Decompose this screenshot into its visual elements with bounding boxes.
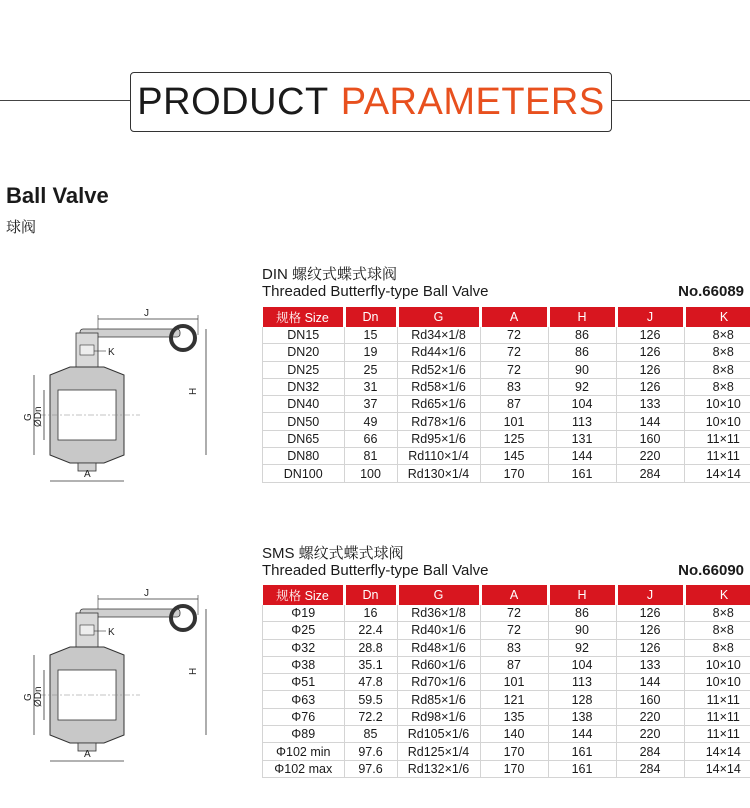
table-cell: DN15 xyxy=(263,327,345,344)
table-cell: 128 xyxy=(548,691,616,708)
table-row xyxy=(263,378,750,395)
column-header: H xyxy=(548,307,616,327)
table-cell: Rd44×1/6 xyxy=(397,344,480,361)
table-cell: 144 xyxy=(548,726,616,743)
table-cell: 14×14 xyxy=(684,465,750,482)
table-cell: 8×8 xyxy=(684,639,750,656)
dimension-label-g: G xyxy=(23,693,34,701)
table-cell: 92 xyxy=(548,639,616,656)
section-1-label-en: Threaded Butterfly-type Ball Valve xyxy=(262,283,489,300)
table-row xyxy=(263,448,750,465)
table-cell: 8×8 xyxy=(684,361,750,378)
table-cell: 87 xyxy=(480,656,548,673)
table-cell: 83 xyxy=(480,639,548,656)
table-cell: Rd40×1/6 xyxy=(397,622,480,639)
table-cell: 22.4 xyxy=(344,622,397,639)
table-cell: 11×11 xyxy=(684,691,750,708)
column-header: H xyxy=(548,585,616,605)
table-cell: 161 xyxy=(548,760,616,777)
table-cell: 126 xyxy=(616,361,684,378)
table-cell: Φ102 min xyxy=(263,743,345,760)
table-cell: 144 xyxy=(616,674,684,691)
table-cell: Rd95×1/6 xyxy=(397,430,480,447)
table-row xyxy=(263,691,750,708)
table-cell: 126 xyxy=(616,344,684,361)
table-cell: 161 xyxy=(548,465,616,482)
table-cell: 220 xyxy=(616,448,684,465)
table-cell: 8×8 xyxy=(684,378,750,395)
table-cell: 170 xyxy=(480,465,548,482)
table-cell: 72 xyxy=(480,622,548,639)
table-cell: 170 xyxy=(480,760,548,777)
column-header: J xyxy=(616,585,684,605)
banner-rule-right xyxy=(612,100,750,101)
table-cell: 131 xyxy=(548,430,616,447)
section-1-table xyxy=(262,307,750,483)
table-row xyxy=(263,361,750,378)
table-cell: Φ89 xyxy=(263,726,345,743)
table-row xyxy=(263,465,750,482)
column-header: G xyxy=(397,307,480,327)
table-cell: 10×10 xyxy=(684,656,750,673)
table-cell: 83 xyxy=(480,378,548,395)
dimension-label-dn: ØDn xyxy=(33,686,44,707)
table-cell: 8×8 xyxy=(684,344,750,361)
table-row xyxy=(263,656,750,673)
table-cell: Rd52×1/6 xyxy=(397,361,480,378)
stem-square xyxy=(80,625,94,635)
table-cell: 72 xyxy=(480,327,548,344)
table-cell: 8×8 xyxy=(684,327,750,344)
table-cell: 25 xyxy=(344,361,397,378)
table-cell: Φ63 xyxy=(263,691,345,708)
table-cell: 220 xyxy=(616,726,684,743)
table-row xyxy=(263,344,750,361)
table-cell: 101 xyxy=(480,413,548,430)
category-subtitle: 球阀 xyxy=(6,219,37,236)
table-cell: 138 xyxy=(548,708,616,725)
table-cell: Φ19 xyxy=(263,605,345,622)
table-row xyxy=(263,708,750,725)
table-cell: Φ32 xyxy=(263,639,345,656)
table-cell: Φ25 xyxy=(263,622,345,639)
table-cell: 47.8 xyxy=(344,674,397,691)
table-cell: 144 xyxy=(548,448,616,465)
table-row xyxy=(263,605,750,622)
table-cell: Rd58×1/6 xyxy=(397,378,480,395)
table-row xyxy=(263,743,750,760)
table-cell: 28.8 xyxy=(344,639,397,656)
table-cell: DN32 xyxy=(263,378,345,395)
table-cell: Rd70×1/6 xyxy=(397,674,480,691)
table-cell: 90 xyxy=(548,361,616,378)
dimension-label-k: K xyxy=(108,347,115,358)
table-cell: 11×11 xyxy=(684,708,750,725)
dimension-label-dn: ØDn xyxy=(33,406,44,427)
section-1-model-no: No.66089 xyxy=(678,283,744,300)
table-cell: 87 xyxy=(480,396,548,413)
column-header: 规格 Size xyxy=(263,307,345,327)
table-cell: Rd36×1/8 xyxy=(397,605,480,622)
section-2-table xyxy=(262,585,750,778)
table-cell: 97.6 xyxy=(344,760,397,777)
dimension-label-a: A xyxy=(84,469,91,480)
column-header: Dn xyxy=(344,307,397,327)
table-row xyxy=(263,639,750,656)
table-cell: 11×11 xyxy=(684,448,750,465)
dimension-label-g: G xyxy=(23,413,34,421)
table-cell: 92 xyxy=(548,378,616,395)
table-cell: 66 xyxy=(344,430,397,447)
section-2-label-en: Threaded Butterfly-type Ball Valve xyxy=(262,562,489,579)
table-cell: Φ51 xyxy=(263,674,345,691)
banner-rule-left xyxy=(0,100,130,101)
table-cell: 126 xyxy=(616,622,684,639)
table-cell: 59.5 xyxy=(344,691,397,708)
table-cell: 86 xyxy=(548,327,616,344)
table-cell: 86 xyxy=(548,344,616,361)
valve-drawing-din xyxy=(20,305,220,490)
table-cell: Rd85×1/6 xyxy=(397,691,480,708)
table-row xyxy=(263,726,750,743)
table-cell: 126 xyxy=(616,327,684,344)
table-cell: DN20 xyxy=(263,344,345,361)
table-row xyxy=(263,396,750,413)
table-cell: 72 xyxy=(480,344,548,361)
table-cell: Rd65×1/6 xyxy=(397,396,480,413)
section-1-label-cn: DIN 螺纹式蝶式球阀 xyxy=(262,266,398,283)
table-cell: 104 xyxy=(548,656,616,673)
column-header: G xyxy=(397,585,480,605)
table-cell: 81 xyxy=(344,448,397,465)
table-cell: 10×10 xyxy=(684,396,750,413)
valve-drawing-sms xyxy=(20,585,220,770)
table-cell: 160 xyxy=(616,430,684,447)
table-cell: Rd48×1/6 xyxy=(397,639,480,656)
table-cell: 170 xyxy=(480,743,548,760)
table-row xyxy=(263,674,750,691)
dimension-label-h: H xyxy=(188,667,199,675)
table-cell: DN50 xyxy=(263,413,345,430)
table-cell: 14×14 xyxy=(684,760,750,777)
table-cell: 19 xyxy=(344,344,397,361)
banner-word-1: PRODUCT xyxy=(137,80,329,123)
table-cell: 8×8 xyxy=(684,605,750,622)
table-cell: 14×14 xyxy=(684,743,750,760)
table-cell: 121 xyxy=(480,691,548,708)
table-cell: 140 xyxy=(480,726,548,743)
table-cell: DN25 xyxy=(263,361,345,378)
table-cell: 133 xyxy=(616,656,684,673)
table-cell: DN65 xyxy=(263,430,345,447)
column-header: J xyxy=(616,307,684,327)
table-cell: 11×11 xyxy=(684,726,750,743)
table-cell: DN80 xyxy=(263,448,345,465)
column-header: K xyxy=(684,307,750,327)
table-cell: 113 xyxy=(548,674,616,691)
table-cell: 31 xyxy=(344,378,397,395)
table-cell: Rd125×1/4 xyxy=(397,743,480,760)
table-cell: 145 xyxy=(480,448,548,465)
table-cell: 126 xyxy=(616,378,684,395)
page-banner xyxy=(130,72,612,132)
table-cell: 126 xyxy=(616,639,684,656)
table-cell: Rd105×1/6 xyxy=(397,726,480,743)
table-cell: 72 xyxy=(480,361,548,378)
table-cell: 101 xyxy=(480,674,548,691)
dimension-label-a: A xyxy=(84,749,91,760)
table-cell: DN40 xyxy=(263,396,345,413)
table-cell: 85 xyxy=(344,726,397,743)
column-header: Dn xyxy=(344,585,397,605)
table-cell: 284 xyxy=(616,465,684,482)
dimension-label-j: J xyxy=(144,588,149,599)
table-cell: Φ76 xyxy=(263,708,345,725)
table-row xyxy=(263,413,750,430)
table-cell: Rd130×1/4 xyxy=(397,465,480,482)
table-cell: 90 xyxy=(548,622,616,639)
table-cell: Φ38 xyxy=(263,656,345,673)
column-header: A xyxy=(480,307,548,327)
stem-square xyxy=(80,345,94,355)
table-cell: Rd98×1/6 xyxy=(397,708,480,725)
table-cell: 10×10 xyxy=(684,674,750,691)
table-cell: Rd110×1/4 xyxy=(397,448,480,465)
table-cell: Rd132×1/6 xyxy=(397,760,480,777)
handle-ring xyxy=(171,326,195,350)
table-cell: 72.2 xyxy=(344,708,397,725)
table-cell: 49 xyxy=(344,413,397,430)
table-cell: 10×10 xyxy=(684,413,750,430)
table-cell: 16 xyxy=(344,605,397,622)
table-cell: 135 xyxy=(480,708,548,725)
table-cell: Φ102 max xyxy=(263,760,345,777)
column-header: 规格 Size xyxy=(263,585,345,605)
table-cell: 97.6 xyxy=(344,743,397,760)
table-cell: DN100 xyxy=(263,465,345,482)
table-cell: Rd34×1/8 xyxy=(397,327,480,344)
table-cell: Rd60×1/6 xyxy=(397,656,480,673)
table-cell: 37 xyxy=(344,396,397,413)
category-title: Ball Valve xyxy=(6,183,109,208)
table-row xyxy=(263,760,750,777)
table-cell: 126 xyxy=(616,605,684,622)
table-cell: 284 xyxy=(616,760,684,777)
table-cell: 220 xyxy=(616,708,684,725)
table-cell: 72 xyxy=(480,605,548,622)
table-cell: 144 xyxy=(616,413,684,430)
dimension-label-k: K xyxy=(108,627,115,638)
table-cell: 104 xyxy=(548,396,616,413)
dimension-label-j: J xyxy=(144,308,149,319)
dimension-label-h: H xyxy=(188,387,199,395)
table-cell: 160 xyxy=(616,691,684,708)
table-cell: 11×11 xyxy=(684,430,750,447)
table-cell: 35.1 xyxy=(344,656,397,673)
table-cell: 15 xyxy=(344,327,397,344)
table-cell: 86 xyxy=(548,605,616,622)
table-cell: 125 xyxy=(480,430,548,447)
table-cell: 133 xyxy=(616,396,684,413)
banner-word-2: PARAMETERS xyxy=(340,80,605,123)
column-header: A xyxy=(480,585,548,605)
section-2-model-no: No.66090 xyxy=(678,562,744,579)
table-cell: 8×8 xyxy=(684,622,750,639)
handle-ring xyxy=(171,606,195,630)
table-cell: Rd78×1/6 xyxy=(397,413,480,430)
table-cell: 161 xyxy=(548,743,616,760)
table-cell: 100 xyxy=(344,465,397,482)
column-header: K xyxy=(684,585,750,605)
table-row xyxy=(263,430,750,447)
table-row xyxy=(263,327,750,344)
table-cell: 113 xyxy=(548,413,616,430)
table-row xyxy=(263,622,750,639)
section-2-label-cn: SMS 螺纹式蝶式球阀 xyxy=(262,545,404,562)
table-cell: 284 xyxy=(616,743,684,760)
